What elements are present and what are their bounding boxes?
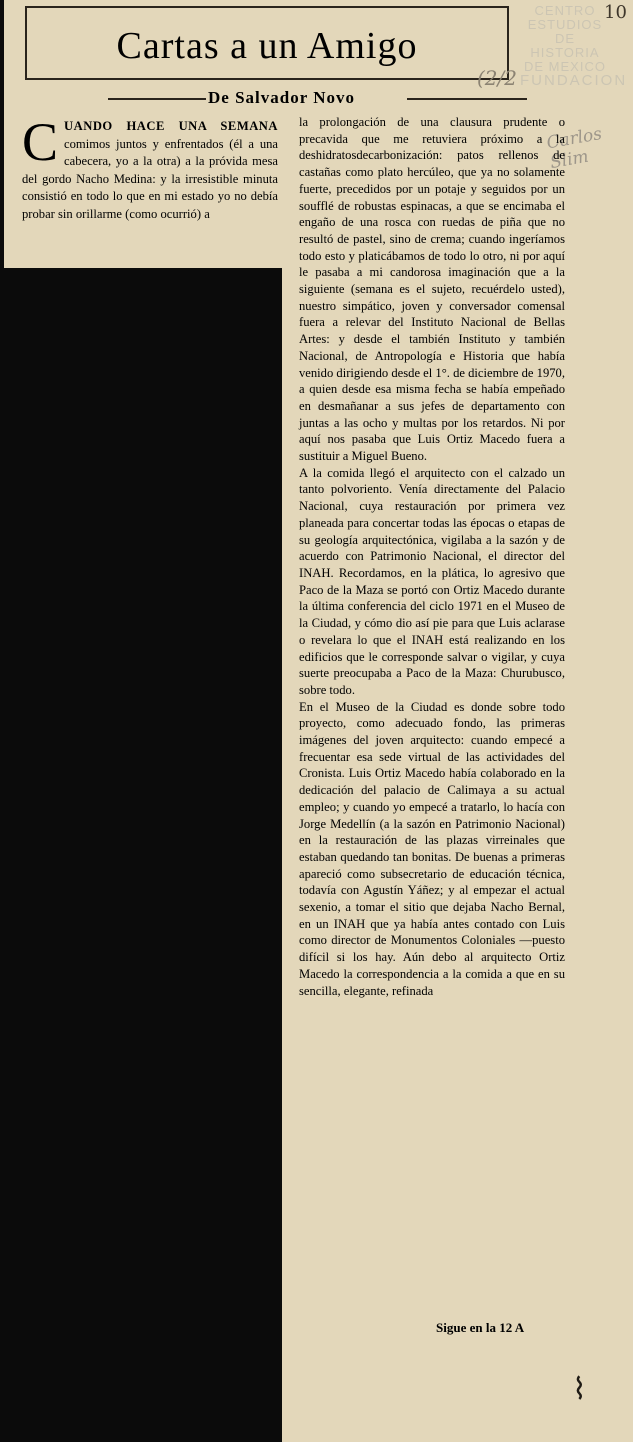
stamp-line: DE HISTORIA xyxy=(530,31,600,60)
handwritten-date: (2/2 xyxy=(477,66,517,90)
stamp-line: DE MEXICO xyxy=(524,59,606,74)
byline-rule-left xyxy=(108,98,206,100)
stamp-line: CENTRO xyxy=(534,3,596,18)
article-column-2 xyxy=(299,114,565,999)
title-box xyxy=(25,6,509,80)
paragraph: A la comida llegó el arquitecto con el calzado un tanto polvoriento. Venía directamente del Palacio Nacional, cuya restauración por primera vez planeada para concertar todas las épocas o etapas de su geología arquitectónica, vigilaba a la sazón y de acuerdo con Patrimonio Nacional, el director del INAH. Recordamos, en la plática, lo agresivo que Paco de la Maza se portó con Ortiz Macedo durante la última conferencia del ciclo 1971 en el Museo de la Ciudad, y cómo dio así pie para que Luis aclarase o revelara lo que el INAH está realizando en los edificios que le corresponde salvar o vigilar, y cuya suerte preocupaba a Paco de la Maza: Churubusco, sobre todo. xyxy=(299,465,565,697)
pen-mark: ⌇ xyxy=(572,1373,587,1406)
paragraph: la prolongación de una clausura prudente o precavida que me retuviera próximo a la deshidratosdecarbonización: patos rellenos de castañas como plato hercúleo, que ya no solamente fuerte, precedidos por un potaje y seguidos por un soufflé de robustas espinacas, a que se encimaba el engaño de una rosca con ruedas de piña que no resultó de pastel, sino de crema; cuando ingeríamos todo esto y platicábamos de todo lo otro, ni por aquí le pasaba a mi candorosa imaginación que a la siguiente (semana es el sujeto, recuérdelo usted), nuestro simpático, joven y conversador comensal fuera a relevar del Instituto Nacional de Bellas Artes: y desde el también Instituto y también Nacional, de Antropología e Historia que había venido dirigiendo desde el 1°. de diciembre de 1970, a quien desde esa misma fecha se había empeñado en desmañanar a sus jefes de departamento con juntas a las ocho y multas por los retardos. Ni por aquí nos pasaba que Luis Ortiz Macedo fuera a sustituir a Miguel Bueno. xyxy=(299,115,565,464)
article-column-1 xyxy=(22,112,278,223)
article-title: Cartas a un Amigo xyxy=(116,25,418,67)
stamp-line: ESTUDIOS xyxy=(527,17,603,32)
byline: De Salvador Novo xyxy=(208,88,355,107)
handwritten-name: Carlos Slim xyxy=(545,124,604,174)
stamp-line: FUNDACION xyxy=(520,72,628,89)
dropcap: C xyxy=(22,112,59,172)
paragraph: En el Museo de la Ciudad es donde sobre todo proyecto, como adecuado fondo, las primeras imágenes del joven arquitecto: cuando empecé a frecuentar esa sede virtual de las actividades del Cronista. Luis Ortiz Macedo había colaborado en la dedicación del palacio de Calimaya a su actual empleo; y cuando yo empecé a tratarlo, lo hacía con Jorge Medellín (a la sazón en Patrimonio Nacional) en la restauración de las plazas virreinales que estaban quedando tan bonitas. De buenas a primeras apareció como subsecretario de educación técnica, todavía con Agustín Yáñez; y al empezar el actual sexenio, a tomar el sitio que dejaba Nacho Bernal, en un INAH que ya había antes contado con Luis como director de Monumentos Coloniales —puesto difícil si los hay. Aún debo al arquitecto Ortiz Macedo la correspondencia a la comida a que en su sencilla, elegante, refinada xyxy=(299,699,565,998)
column-1-text: comimos juntos y enfrentados (él a una cabecera, yo a la otra) a la próvida mesa del gordo Nacho Medina: y la irresistible minuta consistió en todo lo que en mi estado yo no debía probar sin orillarme (como ocurrió) a xyxy=(22,136,278,221)
byline-row xyxy=(18,86,538,110)
continued-label: Sigue en la 12 A xyxy=(436,1320,525,1335)
byline-rule-right xyxy=(407,98,527,100)
page-number: 10 xyxy=(604,2,627,23)
lead-caps: UANDO HACE UNA SEMANA xyxy=(64,119,278,133)
